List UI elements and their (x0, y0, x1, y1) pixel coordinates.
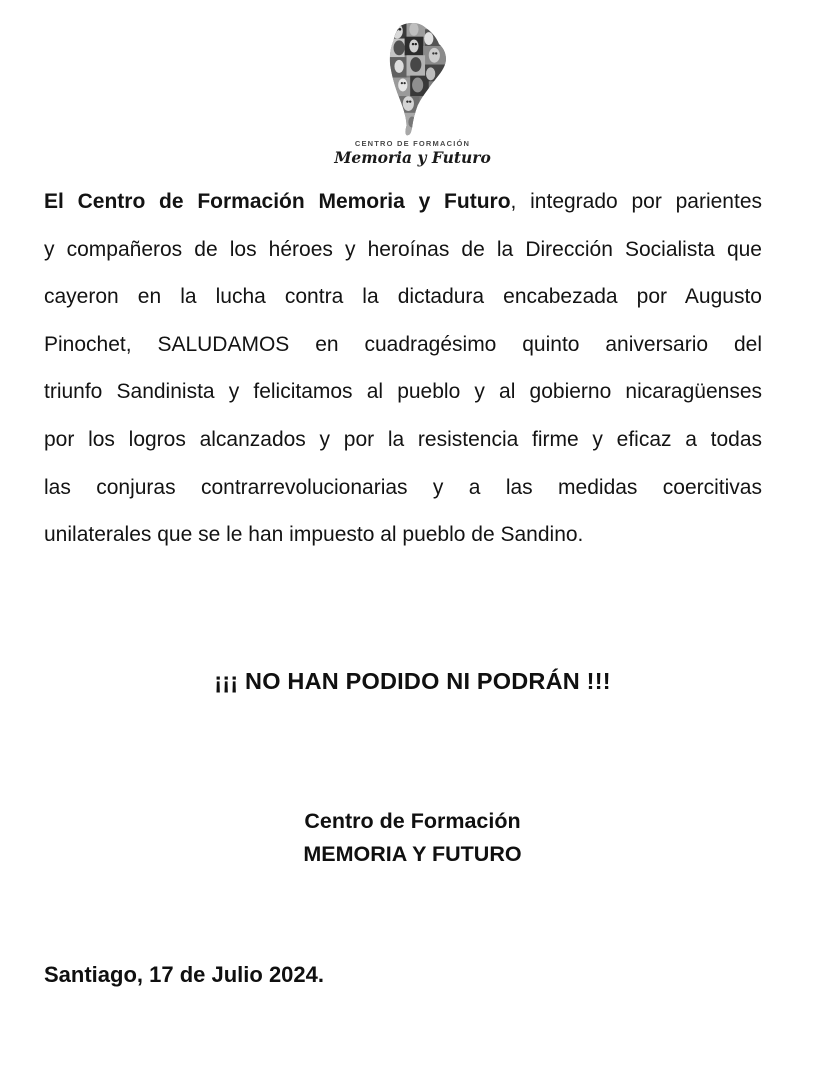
body-line: por los logros alcanzados y por la resistencia firme y eficaz a todas (44, 427, 762, 451)
signature-block (0, 805, 825, 870)
south-america-collage-icon (371, 20, 455, 136)
logo-caption-top: CENTRO DE FORMACIÓN (354, 139, 471, 148)
body-line: Pinochet, SALUDAMOS en cuadragésimo quinto aniversario del (44, 332, 762, 356)
body-line: unilaterales que se le han impuesto al pueblo de Sandino. (44, 523, 584, 547)
slogan-heading: ¡¡¡ NO HAN PODIDO NI PODRÁN !!! (214, 668, 611, 694)
body-line: El Centro de Formación Memoria y Futuro, integrado por parientes (44, 190, 762, 213)
signature-line-1: Centro de Formación (304, 809, 521, 833)
body-line: las conjuras contrarrevolucionarias y a las medidas coercitivas (44, 475, 762, 499)
logo-caption-main: Memoria y Futuro (334, 148, 491, 167)
logo-block (0, 20, 825, 167)
dateline: Santiago, 17 de Julio 2024. (44, 962, 324, 987)
body-line: y compañeros de los héroes y heroínas de la Dirección Socialista que (44, 237, 762, 261)
body-paragraph (44, 178, 762, 559)
signature-line-2: MEMORIA Y FUTURO (303, 841, 522, 866)
body-lead-bold: El Centro de Formación Memoria y Futuro (44, 190, 511, 213)
body-line: cayeron en la lucha contra la dictadura encabezada por Augusto (44, 285, 762, 309)
body-line: triunfo Sandinista y felicitamos al pueblo y al gobierno nicaragüenses (44, 380, 762, 404)
